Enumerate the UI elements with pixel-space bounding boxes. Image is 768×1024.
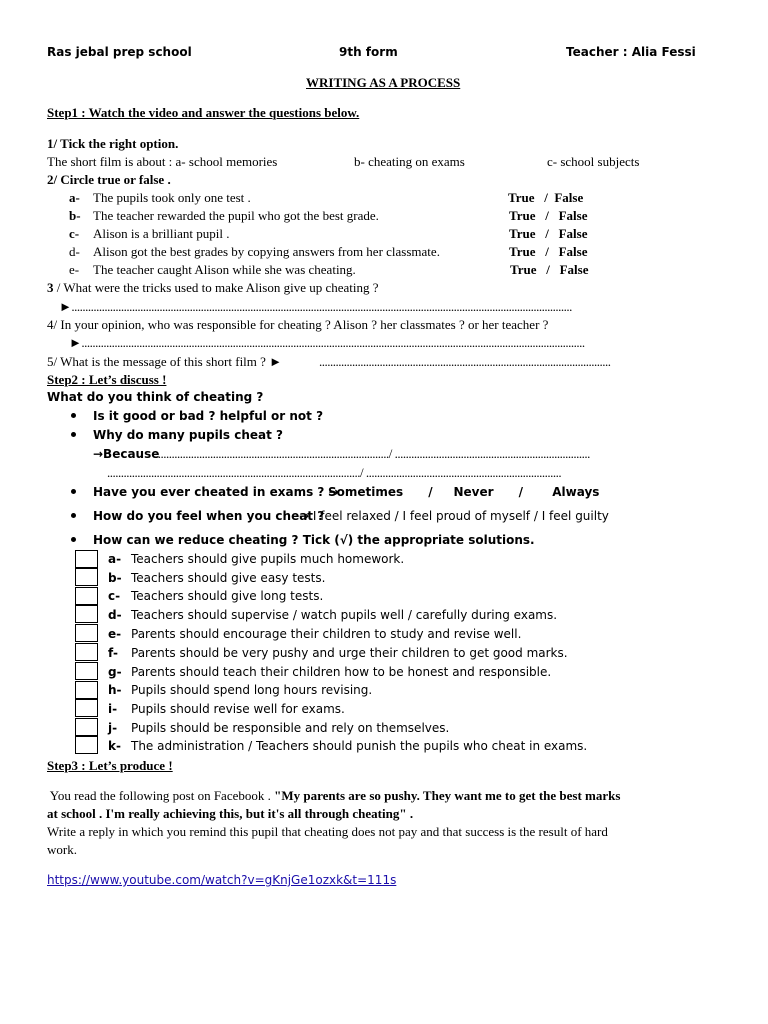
q3-question [47, 280, 379, 296]
step2-heading: Step2 : Let’s discuss ! [47, 372, 167, 387]
school-name: Ras jebal prep school [47, 45, 192, 59]
frequency-options[interactable]: Sometimes / Never / Always [328, 485, 600, 499]
q2-item-text: Alison is a brilliant pupil . [93, 226, 230, 241]
solution-checkbox[interactable] [75, 643, 98, 661]
solution-text: Parents should teach their children how to be honest and responsible. [131, 665, 552, 679]
solution-letter: f- [108, 646, 118, 660]
solution-text: Teachers should supervise / watch pupils well / carefully during exams. [131, 608, 558, 622]
solution-text: The administration / Teachers should punish the pupils who cheat in exams. [131, 739, 588, 753]
bullet-ever-cheated: Have you ever cheated in exams ? → [93, 485, 339, 499]
facebook-intro: You read the following post on Facebook . [47, 788, 275, 803]
q2-item-letter: a- [69, 190, 80, 205]
bullet-icon [71, 537, 76, 542]
bullet-reduce-cheating: How can we reduce cheating ? Tick (√) the appropriate solutions. [93, 533, 535, 547]
solution-text: Pupils should be responsible and rely on themselves. [131, 721, 450, 735]
solution-text: Teachers should give long tests. [131, 589, 324, 603]
solution-letter: a- [108, 552, 122, 566]
q2-item-choice[interactable]: True / False [509, 226, 588, 241]
teacher-name: Teacher : Alia Fessi [566, 45, 696, 59]
solution-letter: h- [108, 683, 122, 697]
q2-item-text: The teacher caught Alison while she was cheating. [93, 262, 356, 277]
q2-item-choice[interactable]: True / False [510, 262, 589, 277]
q1-heading: 1/ Tick the right option. [47, 136, 179, 151]
solution-letter: j- [108, 721, 118, 735]
q1-prompt: The short film is about : a- school memories [47, 154, 278, 169]
solution-letter: i- [108, 702, 118, 716]
solution-letter: c- [108, 589, 121, 603]
solution-checkbox[interactable] [75, 605, 98, 623]
solution-text: Parents should encourage their children to study and revise well. [131, 627, 522, 641]
q2-item-letter: c- [69, 226, 80, 241]
writing-task: Write a reply in which you remind this pupil that cheating does not pay and that success is the result of hard [47, 824, 608, 839]
facebook-quote: "My parents are so pushy. They want me to get the best marks [274, 788, 621, 803]
because-answer-line[interactable]: ...................................................................................../ ....................................................................... [155, 446, 590, 461]
bullet-icon [71, 413, 76, 418]
bullet-icon [71, 489, 76, 494]
solution-checkbox[interactable] [75, 736, 98, 754]
q2-item-choice[interactable]: True / False [509, 208, 588, 223]
solution-checkbox[interactable] [75, 550, 98, 568]
q2-item-choice[interactable]: True / False [508, 190, 584, 205]
solution-checkbox[interactable] [75, 624, 98, 642]
bullet-feel: How do you feel when you cheat ? [93, 509, 325, 523]
solution-text: Parents should be very pushy and urge their children to get good marks. [131, 646, 568, 660]
step1-heading: Step1 : Watch the video and answer the questions below. [47, 105, 360, 120]
q4-question: 4/ In your opinion, who was responsible for cheating ? Alison ? her classmates ? or her teacher ? [47, 317, 549, 332]
solution-text: Pupils should spend long hours revising. [131, 683, 373, 697]
q5-answer-line[interactable]: .......................................................................................................... [319, 354, 611, 369]
step2-question: What do you think of cheating ? [47, 390, 264, 404]
bullet-icon [71, 513, 76, 518]
solution-checkbox[interactable] [75, 699, 98, 717]
q2-item-text: The pupils took only one test . [93, 190, 251, 205]
solution-checkbox[interactable] [75, 681, 98, 699]
q2-item-letter: b- [69, 208, 81, 223]
q5-question: 5/ What is the message of this short film ? ► [47, 354, 283, 369]
solution-text: Teachers should give easy tests. [131, 571, 326, 585]
facebook-post-line [47, 788, 620, 804]
solution-letter: d- [108, 608, 122, 622]
facebook-quote-continued: at school . I'm really achieving this, but it's all through cheating" . [47, 806, 414, 821]
because-label: →Because [93, 447, 160, 461]
q1-option-b: b- cheating on exams [354, 154, 465, 169]
bullet-good-bad: Is it good or bad ? helpful or not ? [93, 409, 324, 423]
solution-letter: e- [108, 627, 122, 641]
q2-item-letter: e- [69, 262, 80, 277]
because-answer-line[interactable]: ............................................................................................/ ....................................................................... [107, 465, 562, 480]
step3-heading: Step3 : Let’s produce ! [47, 758, 173, 773]
bullet-icon [71, 432, 76, 437]
solution-letter: k- [108, 739, 121, 753]
solution-text: Pupils should revise well for exams. [131, 702, 345, 716]
q2-item-choice[interactable]: True / False [509, 244, 588, 259]
solution-letter: g- [108, 665, 122, 679]
form-label: 9th form [339, 45, 398, 59]
solution-letter: b- [108, 571, 122, 585]
solution-checkbox[interactable] [75, 662, 98, 680]
solution-text: Teachers should give pupils much homework. [131, 552, 405, 566]
bullet-why-cheat: Why do many pupils cheat ? [93, 428, 283, 442]
q1-option-c: c- school subjects [547, 154, 640, 169]
solution-checkbox[interactable] [75, 568, 98, 586]
q4-answer-line[interactable]: ►....................................................................................................................................................................................... [69, 335, 585, 350]
q3-number: 3 [47, 280, 54, 295]
q3-text: / What were the tricks used to make Alison give up cheating ? [53, 280, 379, 295]
q2-item-text: The teacher rewarded the pupil who got the best grade. [93, 208, 379, 223]
solution-checkbox[interactable] [75, 587, 98, 605]
solution-checkbox[interactable] [75, 718, 98, 736]
feeling-options[interactable]: → I feel relaxed / I feel proud of myself / I feel guilty [299, 509, 609, 523]
q2-item-text: Alison got the best grades by copying answers from her classmate. [93, 244, 440, 259]
video-link[interactable]: https://www.youtube.com/watch?v=gKnjGe1ozxk&t=111s [47, 873, 397, 887]
page-title: WRITING AS A PROCESS [306, 75, 461, 90]
q3-answer-line[interactable]: ►...................................................................................................................................................................................... [59, 299, 572, 314]
q2-heading: 2/ Circle true or false . [47, 172, 171, 187]
writing-task-continued: work. [47, 842, 77, 857]
q2-item-letter: d- [69, 244, 80, 259]
